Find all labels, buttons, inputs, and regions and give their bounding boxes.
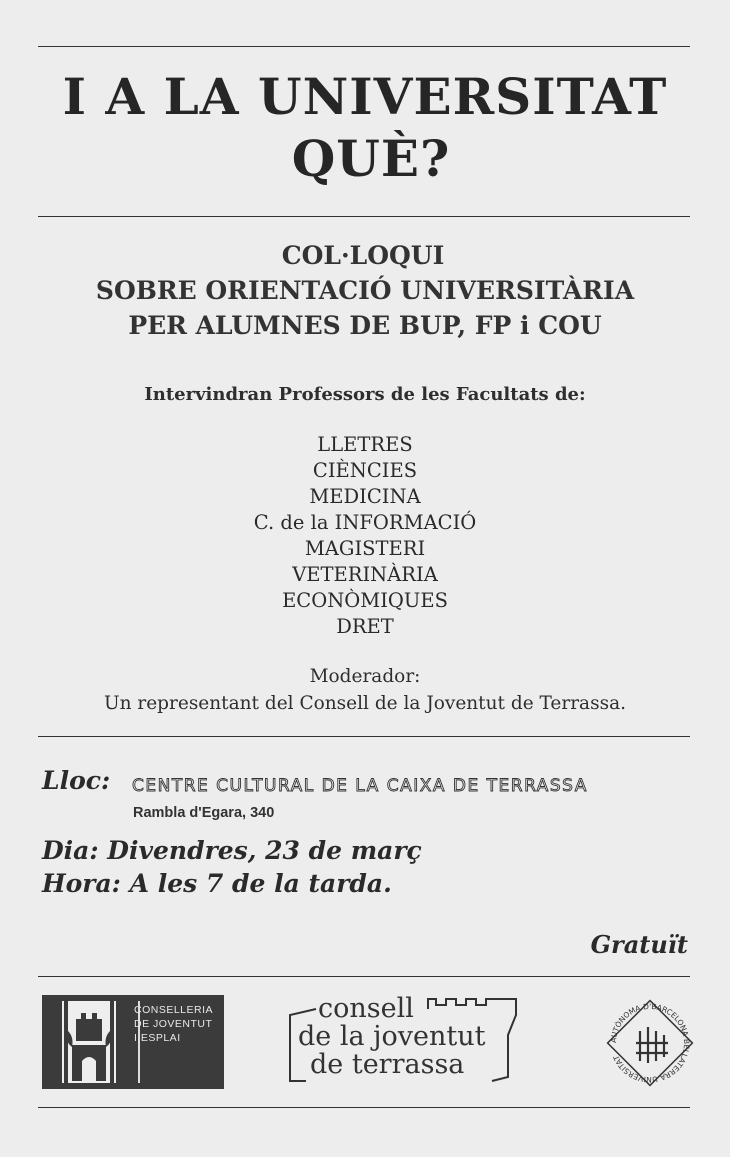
faculties-list: [0, 432, 730, 640]
faculties-intro: Intervindran Professors de les Facultats de:: [144, 384, 586, 405]
faculty-item: DRET: [336, 615, 394, 638]
title-line-1: I A LA UNIVERSITAT: [62, 67, 668, 126]
consell-line-2: de la joventut: [298, 1021, 486, 1052]
logos-rule: [38, 976, 690, 977]
info-rule: [38, 736, 690, 737]
consell-line-1: consell: [318, 993, 414, 1024]
conselleria-line: CONSELLERIA: [134, 1004, 214, 1016]
castle-crest-icon: [50, 1001, 128, 1083]
title-rule: [38, 216, 690, 217]
conselleria-line: I ESPLAI: [134, 1032, 181, 1044]
conselleria-logo: [42, 995, 224, 1089]
place-name: CENTRE CULTURAL DE LA CAIXA DE TERRASSA: [132, 776, 588, 796]
faculty-item: MEDICINA: [309, 485, 421, 508]
uab-diamond-icon: [602, 995, 698, 1091]
time-line: Hora: A les 7 de la tarda.: [42, 869, 392, 898]
consell-line-3: de terrassa: [310, 1049, 465, 1080]
faculty-item: VETERINÀRIA: [292, 563, 438, 586]
faculty-item: CIÈNCIES: [312, 459, 418, 482]
faculty-item: C. de la INFORMACIÓ: [253, 511, 477, 534]
subtitle-line-2: SOBRE ORIENTACIÓ UNIVERSITÀRIA: [95, 276, 635, 305]
price-label: Gratuït: [590, 930, 688, 959]
top-rule: [38, 46, 690, 47]
date-line: Dia: Divendres, 23 de març: [42, 836, 422, 865]
bottom-rule: [38, 1107, 690, 1108]
subtitle-line-3: PER ALUMNES DE BUP, FP i COU: [128, 311, 602, 340]
uab-arc-text: AUTÒNOMA D'BARCELONA BELLATERRA UNIVERSITAT: [608, 1001, 692, 1085]
faculty-item: ECONÒMIQUES: [282, 589, 448, 612]
conselleria-line: DE JOVENTUT: [134, 1018, 213, 1030]
conselleria-text: [134, 1003, 224, 1045]
subtitle-line-1: COL·LOQUI: [281, 241, 445, 270]
title-line-2: QUÈ?: [291, 129, 451, 188]
moderator-label: Moderador:: [309, 666, 421, 687]
faculty-item: MAGISTERI: [304, 537, 426, 560]
consell-joventut-logo: [286, 995, 522, 1087]
moderator-text: Un representant del Consell de la Joventut de Terrassa.: [104, 693, 626, 714]
place-address: Rambla d'Egara, 340: [133, 805, 275, 821]
place-label: Lloc:: [42, 766, 111, 795]
faculty-item: LLETRES: [317, 433, 413, 456]
uab-logo: [602, 995, 698, 1091]
